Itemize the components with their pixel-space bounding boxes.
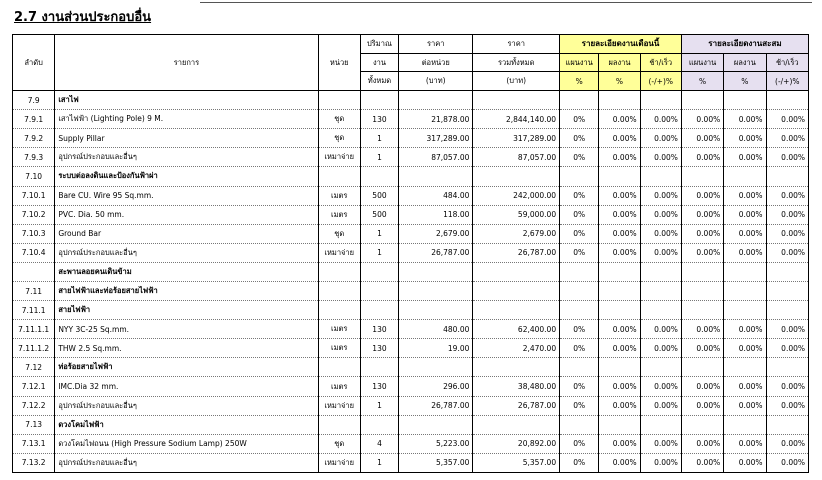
- row-cumul-diff: 0.00%: [766, 453, 808, 472]
- row-unit: [318, 282, 360, 301]
- row-cumul-plan: [681, 91, 723, 110]
- row-seq: 7.9.3: [13, 148, 55, 167]
- row-month-diff: 0.00%: [640, 339, 681, 358]
- row-total-price: 317,289.00: [473, 129, 560, 148]
- row-total-price: 62,400.00: [473, 320, 560, 339]
- row-month-diff: 0.00%: [640, 110, 681, 129]
- header-total-price-1: ราคา: [473, 35, 560, 54]
- row-cumul-plan: 0.00%: [681, 129, 723, 148]
- row-unit: ชุด: [318, 224, 360, 243]
- row-month-done: 0.00%: [599, 186, 640, 205]
- row-item-name: สายไฟฟ้าและท่อร้อยสายไฟฟ้า: [55, 282, 318, 301]
- row-seq: 7.13.1: [13, 434, 55, 453]
- table-row: [13, 415, 809, 434]
- row-item-name: ดวงโคมไฟถนน (High Pressure Sodium Lamp) 250W: [55, 434, 318, 453]
- row-cumul-done: 0.00%: [724, 339, 766, 358]
- row-month-diff: 0.00%: [640, 377, 681, 396]
- row-cumul-done: 0.00%: [724, 148, 766, 167]
- row-cumul-done: [724, 167, 766, 186]
- row-item-name: เสาไฟ: [55, 91, 318, 110]
- row-month-done: 0.00%: [599, 129, 640, 148]
- row-seq: 7.10.2: [13, 205, 55, 224]
- row-cumul-plan: 0.00%: [681, 148, 723, 167]
- row-item-name: เสาไฟฟ้า (Lighting Pole) 9 M.: [55, 110, 318, 129]
- row-cumul-diff: 0.00%: [766, 320, 808, 339]
- table-row: [13, 320, 809, 339]
- row-seq: 7.9.2: [13, 129, 55, 148]
- row-qty: [360, 301, 398, 320]
- row-unit: เหมาจ่าย: [318, 453, 360, 472]
- row-qty: [360, 415, 398, 434]
- row-unit-price: 2,679.00: [399, 224, 473, 243]
- row-unit-price: 296.00: [399, 377, 473, 396]
- row-total-price: [473, 282, 560, 301]
- table-row: [13, 205, 809, 224]
- row-seq: 7.12.1: [13, 377, 55, 396]
- row-total-price: [473, 91, 560, 110]
- row-month-plan: 0%: [560, 396, 599, 415]
- row-total-price: 2,844,140.00: [473, 110, 560, 129]
- row-unit: เหมาจ่าย: [318, 243, 360, 262]
- row-cumul-plan: 0.00%: [681, 453, 723, 472]
- row-unit: ชุด: [318, 129, 360, 148]
- row-unit-price: [399, 358, 473, 377]
- table-row: [13, 396, 809, 415]
- row-cumul-done: [724, 415, 766, 434]
- row-month-done: 0.00%: [599, 320, 640, 339]
- progress-table: [12, 34, 809, 473]
- header-unit: หน่วย: [318, 35, 360, 91]
- row-cumul-diff: [766, 301, 808, 320]
- row-total-price: 26,787.00: [473, 396, 560, 415]
- row-month-plan: 0%: [560, 148, 599, 167]
- row-seq: 7.12: [13, 358, 55, 377]
- row-unit-price: 21,878.00: [399, 110, 473, 129]
- row-cumul-done: 0.00%: [724, 186, 766, 205]
- row-cumul-done: 0.00%: [724, 453, 766, 472]
- row-unit-price: [399, 301, 473, 320]
- row-unit-price: [399, 167, 473, 186]
- row-cumul-plan: [681, 415, 723, 434]
- row-month-done: [599, 358, 640, 377]
- row-item-name: สะพานลอยคนเดินข้าม: [55, 262, 318, 281]
- row-month-done: 0.00%: [599, 396, 640, 415]
- row-item-name: NYY 3C-25 Sq.mm.: [55, 320, 318, 339]
- header-unit-price-3: (บาท): [399, 72, 473, 91]
- row-month-done: [599, 301, 640, 320]
- row-item-name: PVC. Dia. 50 mm.: [55, 205, 318, 224]
- row-cumul-done: 0.00%: [724, 224, 766, 243]
- table-row: [13, 110, 809, 129]
- header-month-group: รายละเอียดงานเดือนนี้: [560, 35, 682, 54]
- row-seq: 7.13: [13, 415, 55, 434]
- row-month-diff: 0.00%: [640, 320, 681, 339]
- row-month-plan: [560, 91, 599, 110]
- row-unit-price: 484.00: [399, 186, 473, 205]
- row-unit: เหมาจ่าย: [318, 148, 360, 167]
- row-month-plan: 0%: [560, 129, 599, 148]
- row-seq: 7.9.1: [13, 110, 55, 129]
- row-month-done: [599, 91, 640, 110]
- row-qty: [360, 262, 398, 281]
- row-total-price: 5,357.00: [473, 453, 560, 472]
- row-item-name: ท่อร้อยสายไฟฟ้า: [55, 358, 318, 377]
- row-cumul-plan: 0.00%: [681, 434, 723, 453]
- row-month-diff: [640, 415, 681, 434]
- row-qty: 1: [360, 396, 398, 415]
- row-cumul-plan: [681, 282, 723, 301]
- row-month-diff: [640, 282, 681, 301]
- header-total-price-3: (บาท): [473, 72, 560, 91]
- row-month-done: 0.00%: [599, 110, 640, 129]
- row-cumul-done: 0.00%: [724, 320, 766, 339]
- row-seq: 7.11: [13, 282, 55, 301]
- row-cumul-plan: [681, 358, 723, 377]
- row-month-plan: [560, 167, 599, 186]
- row-month-diff: [640, 167, 681, 186]
- row-cumul-plan: [681, 301, 723, 320]
- header-qty-3: ทั้งหมด: [360, 72, 398, 91]
- row-unit-price: [399, 91, 473, 110]
- row-unit: [318, 415, 360, 434]
- header-cumul-done: ผลงาน: [724, 53, 766, 72]
- row-cumul-diff: 0.00%: [766, 396, 808, 415]
- row-cumul-diff: 0.00%: [766, 339, 808, 358]
- row-seq: 7.11.1.2: [13, 339, 55, 358]
- row-month-plan: 0%: [560, 377, 599, 396]
- table-row: [13, 167, 809, 186]
- row-qty: 1: [360, 148, 398, 167]
- row-item-name: THW 2.5 Sq.mm.: [55, 339, 318, 358]
- table-row: [13, 282, 809, 301]
- row-cumul-plan: [681, 262, 723, 281]
- row-unit-price: 480.00: [399, 320, 473, 339]
- header-cumul-diff: ช้า/เร็ว: [766, 53, 808, 72]
- row-unit: [318, 358, 360, 377]
- row-qty: 500: [360, 205, 398, 224]
- row-unit-price: 26,787.00: [399, 243, 473, 262]
- row-cumul-done: 0.00%: [724, 434, 766, 453]
- table-row: [13, 262, 809, 281]
- row-total-price: [473, 167, 560, 186]
- row-seq: 7.9: [13, 91, 55, 110]
- row-qty: [360, 167, 398, 186]
- row-cumul-diff: 0.00%: [766, 148, 808, 167]
- row-cumul-diff: [766, 262, 808, 281]
- row-cumul-diff: 0.00%: [766, 224, 808, 243]
- row-seq: 7.10.4: [13, 243, 55, 262]
- row-month-diff: 0.00%: [640, 434, 681, 453]
- row-month-done: 0.00%: [599, 148, 640, 167]
- row-total-price: 87,057.00: [473, 148, 560, 167]
- row-month-done: 0.00%: [599, 453, 640, 472]
- row-total-price: 59,000.00: [473, 205, 560, 224]
- row-unit-price: [399, 415, 473, 434]
- row-qty: 1: [360, 129, 398, 148]
- header-cumul-done-unit: %: [724, 72, 766, 91]
- row-cumul-done: 0.00%: [724, 396, 766, 415]
- row-seq: 7.10: [13, 167, 55, 186]
- row-seq: 7.10.1: [13, 186, 55, 205]
- row-item-name: IMC.Dia 32 mm.: [55, 377, 318, 396]
- table-row: [13, 243, 809, 262]
- row-item-name: อุปกรณ์ประกอบและอื่นๆ: [55, 453, 318, 472]
- row-item-name: ระบบต่อลงดินและป้องกันฟ้าผ่า: [55, 167, 318, 186]
- row-cumul-done: [724, 262, 766, 281]
- row-month-done: [599, 262, 640, 281]
- row-unit-price: 317,289.00: [399, 129, 473, 148]
- row-unit: ชุด: [318, 110, 360, 129]
- row-total-price: [473, 262, 560, 281]
- row-unit: [318, 91, 360, 110]
- row-cumul-done: 0.00%: [724, 377, 766, 396]
- row-cumul-plan: 0.00%: [681, 186, 723, 205]
- row-month-done: [599, 167, 640, 186]
- table-row: [13, 91, 809, 110]
- row-cumul-plan: 0.00%: [681, 320, 723, 339]
- row-month-plan: [560, 262, 599, 281]
- row-item-name: Supply Pillar: [55, 129, 318, 148]
- row-item-name: สายไฟฟ้า: [55, 301, 318, 320]
- row-month-plan: 0%: [560, 434, 599, 453]
- row-qty: 130: [360, 377, 398, 396]
- row-cumul-diff: 0.00%: [766, 377, 808, 396]
- row-qty: 130: [360, 320, 398, 339]
- header-qty-1: ปริมาณ: [360, 35, 398, 54]
- row-total-price: 2,470.00: [473, 339, 560, 358]
- row-month-done: 0.00%: [599, 205, 640, 224]
- row-month-plan: [560, 415, 599, 434]
- row-cumul-diff: 0.00%: [766, 243, 808, 262]
- header-cumul-plan: แผนงาน: [681, 53, 723, 72]
- row-cumul-done: [724, 358, 766, 377]
- header-month-plan-unit: %: [560, 72, 599, 91]
- row-item-name: อุปกรณ์ประกอบและอื่นๆ: [55, 243, 318, 262]
- table-row: [13, 148, 809, 167]
- row-unit-price: [399, 262, 473, 281]
- row-qty: 4: [360, 434, 398, 453]
- row-unit-price: 5,357.00: [399, 453, 473, 472]
- row-month-diff: 0.00%: [640, 205, 681, 224]
- row-cumul-diff: [766, 415, 808, 434]
- table-body: [13, 91, 809, 473]
- section-title: 2.7 งานส่วนประกอบอื่น: [14, 10, 152, 25]
- row-month-diff: [640, 262, 681, 281]
- row-month-plan: [560, 301, 599, 320]
- row-cumul-done: 0.00%: [724, 243, 766, 262]
- row-month-done: 0.00%: [599, 224, 640, 243]
- row-total-price: [473, 301, 560, 320]
- header-month-done-unit: %: [599, 72, 640, 91]
- row-month-plan: 0%: [560, 339, 599, 358]
- row-cumul-diff: 0.00%: [766, 186, 808, 205]
- row-cumul-done: [724, 282, 766, 301]
- row-total-price: 2,679.00: [473, 224, 560, 243]
- row-seq: [13, 262, 55, 281]
- row-cumul-diff: 0.00%: [766, 205, 808, 224]
- row-month-plan: [560, 358, 599, 377]
- row-month-diff: [640, 358, 681, 377]
- row-cumul-diff: [766, 358, 808, 377]
- row-month-diff: 0.00%: [640, 186, 681, 205]
- row-unit-price: 19.00: [399, 339, 473, 358]
- row-unit: เมตร: [318, 377, 360, 396]
- header-total-price-2: รวมทั้งหมด: [473, 53, 560, 72]
- header-month-done: ผลงาน: [599, 53, 640, 72]
- row-total-price: 26,787.00: [473, 243, 560, 262]
- row-total-price: [473, 415, 560, 434]
- header-unit-price-1: ราคา: [399, 35, 473, 54]
- row-cumul-diff: 0.00%: [766, 110, 808, 129]
- row-seq: 7.11.1: [13, 301, 55, 320]
- row-unit-price: 26,787.00: [399, 396, 473, 415]
- row-cumul-diff: [766, 91, 808, 110]
- row-cumul-done: [724, 91, 766, 110]
- row-unit-price: 5,223.00: [399, 434, 473, 453]
- row-month-done: 0.00%: [599, 434, 640, 453]
- row-cumul-done: 0.00%: [724, 129, 766, 148]
- row-month-plan: 0%: [560, 243, 599, 262]
- row-cumul-plan: 0.00%: [681, 339, 723, 358]
- row-unit-price: 87,057.00: [399, 148, 473, 167]
- table-row: [13, 339, 809, 358]
- row-month-done: 0.00%: [599, 243, 640, 262]
- row-qty: 500: [360, 186, 398, 205]
- row-qty: [360, 358, 398, 377]
- header-cumul-plan-unit: %: [681, 72, 723, 91]
- row-unit: เมตร: [318, 339, 360, 358]
- row-qty: 1: [360, 224, 398, 243]
- row-month-plan: 0%: [560, 224, 599, 243]
- row-unit: เมตร: [318, 186, 360, 205]
- row-cumul-plan: 0.00%: [681, 205, 723, 224]
- row-month-diff: 0.00%: [640, 129, 681, 148]
- row-unit: เมตร: [318, 320, 360, 339]
- row-seq: 7.13.2: [13, 453, 55, 472]
- row-cumul-plan: 0.00%: [681, 224, 723, 243]
- row-item-name: อุปกรณ์ประกอบและอื่นๆ: [55, 148, 318, 167]
- row-qty: 1: [360, 243, 398, 262]
- header-month-plan: แผนงาน: [560, 53, 599, 72]
- header-month-diff: ช้า/เร็ว: [640, 53, 681, 72]
- row-unit: เหมาจ่าย: [318, 396, 360, 415]
- table-row: [13, 434, 809, 453]
- row-month-plan: 0%: [560, 186, 599, 205]
- row-month-diff: 0.00%: [640, 224, 681, 243]
- row-total-price: 38,480.00: [473, 377, 560, 396]
- row-total-price: [473, 358, 560, 377]
- row-qty: [360, 282, 398, 301]
- row-unit-price: 118.00: [399, 205, 473, 224]
- row-month-plan: 0%: [560, 205, 599, 224]
- table-row: [13, 224, 809, 243]
- row-qty: [360, 91, 398, 110]
- row-cumul-diff: [766, 167, 808, 186]
- row-month-diff: 0.00%: [640, 243, 681, 262]
- row-unit: เมตร: [318, 205, 360, 224]
- row-month-diff: 0.00%: [640, 148, 681, 167]
- row-item-name: อุปกรณ์ประกอบและอื่นๆ: [55, 396, 318, 415]
- row-unit: [318, 301, 360, 320]
- row-month-done: 0.00%: [599, 339, 640, 358]
- header-qty-2: งาน: [360, 53, 398, 72]
- row-cumul-plan: 0.00%: [681, 243, 723, 262]
- row-cumul-diff: 0.00%: [766, 129, 808, 148]
- row-item-name: Bare CU. Wire 95 Sq.mm.: [55, 186, 318, 205]
- row-cumul-plan: [681, 167, 723, 186]
- table-row: [13, 301, 809, 320]
- header-cumulative-group: รายละเอียดงานสะสม: [681, 35, 808, 54]
- row-seq: 7.11.1.1: [13, 320, 55, 339]
- header-cumul-diff-unit: (-/+)%: [766, 72, 808, 91]
- row-cumul-plan: 0.00%: [681, 110, 723, 129]
- row-unit: [318, 167, 360, 186]
- row-month-diff: [640, 301, 681, 320]
- row-cumul-diff: [766, 282, 808, 301]
- row-seq: 7.10.3: [13, 224, 55, 243]
- table-row: [13, 453, 809, 472]
- row-cumul-diff: 0.00%: [766, 434, 808, 453]
- row-month-done: 0.00%: [599, 377, 640, 396]
- row-cumul-plan: 0.00%: [681, 377, 723, 396]
- table-row: [13, 186, 809, 205]
- row-month-plan: 0%: [560, 320, 599, 339]
- row-month-diff: 0.00%: [640, 396, 681, 415]
- row-qty: 130: [360, 110, 398, 129]
- row-seq: 7.12.2: [13, 396, 55, 415]
- row-qty: 130: [360, 339, 398, 358]
- row-total-price: 242,000.00: [473, 186, 560, 205]
- header-seq: ลำดับ: [13, 35, 55, 91]
- header-item: รายการ: [55, 35, 318, 91]
- table-row: [13, 377, 809, 396]
- row-unit: ชุด: [318, 434, 360, 453]
- row-month-plan: 0%: [560, 453, 599, 472]
- row-month-plan: [560, 282, 599, 301]
- row-month-done: [599, 282, 640, 301]
- row-item-name: Ground Bar: [55, 224, 318, 243]
- header-unit-price-2: ต่อหน่วย: [399, 53, 473, 72]
- table-row: [13, 129, 809, 148]
- row-cumul-done: [724, 301, 766, 320]
- row-total-price: 20,892.00: [473, 434, 560, 453]
- row-cumul-plan: 0.00%: [681, 396, 723, 415]
- table-row: [13, 358, 809, 377]
- row-month-diff: 0.00%: [640, 453, 681, 472]
- row-item-name: ดวงโคมไฟฟ้า: [55, 415, 318, 434]
- row-month-diff: [640, 91, 681, 110]
- top-rule: [200, 2, 812, 3]
- row-cumul-done: 0.00%: [724, 110, 766, 129]
- header-month-diff-unit: (-/+)%: [640, 72, 681, 91]
- row-qty: 1: [360, 453, 398, 472]
- row-month-plan: 0%: [560, 110, 599, 129]
- row-cumul-done: 0.00%: [724, 205, 766, 224]
- row-month-done: [599, 415, 640, 434]
- row-unit-price: [399, 282, 473, 301]
- row-unit: [318, 262, 360, 281]
